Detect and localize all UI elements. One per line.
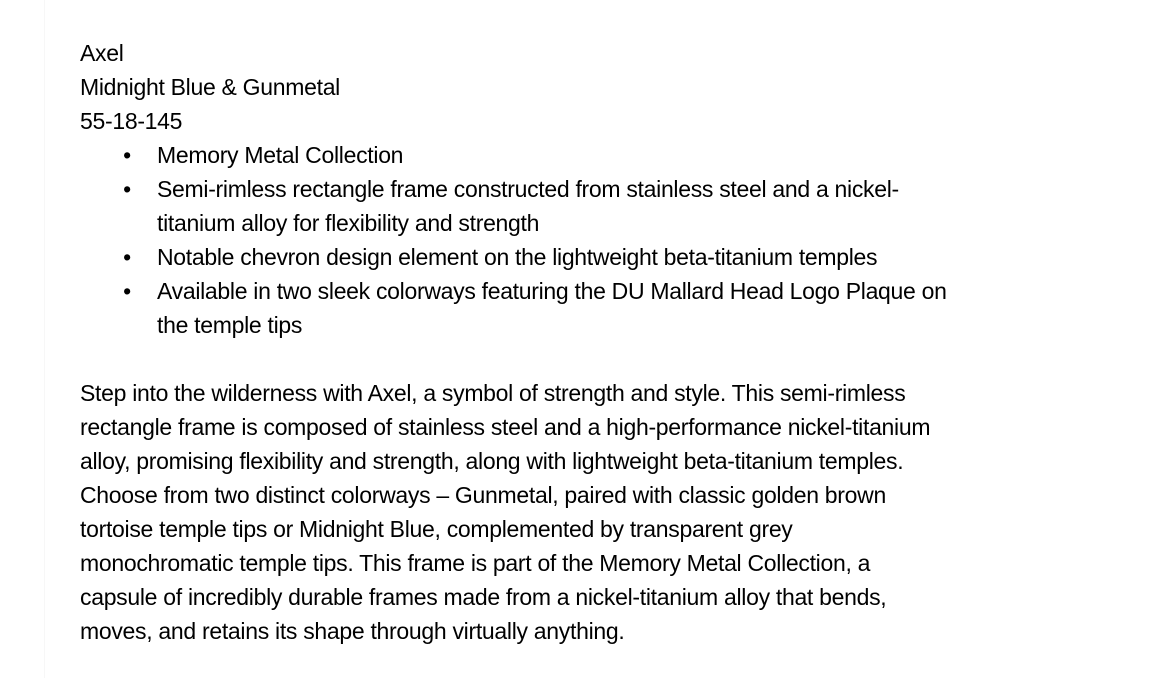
bullet-icon: • (123, 142, 131, 168)
feature-text: Semi-rimless rectangle frame constructed from stainless steel and a nickel- (157, 176, 899, 202)
feature-text: Memory Metal Collection (157, 142, 404, 168)
feature-text-continued: titanium alloy for flexibility and strength (157, 210, 540, 236)
description-line: moves, and retains its shape through virtually anything. (80, 618, 625, 644)
list-item (80, 240, 1097, 274)
feature-text: Notable chevron design element on the lightweight beta-titanium temples (157, 244, 878, 270)
description-line: rectangle frame is composed of stainless steel and a high-performance nickel-titanium (80, 414, 931, 440)
paragraph-spacer (80, 342, 1140, 376)
bullet-icon: • (123, 278, 131, 304)
feature-text: Available in two sleek colorways featuring the DU Mallard Head Logo Plaque on (157, 278, 947, 304)
page-margin (0, 0, 45, 678)
description-line: Step into the wilderness with Axel, a symbol of strength and style. This semi-rimless (80, 380, 906, 406)
bullet-icon: • (123, 176, 131, 202)
description-paragraph (80, 376, 1070, 648)
description-line: monochromatic temple tips. This frame is part of the Memory Metal Collection, a (80, 550, 871, 576)
list-item (80, 138, 1097, 172)
product-size: 55-18-145 (80, 108, 183, 134)
list-item (80, 274, 1097, 342)
document-body (80, 36, 1140, 648)
bullet-icon: • (123, 244, 131, 270)
product-colorway: Midnight Blue & Gunmetal (80, 74, 340, 100)
description-line: alloy, promising flexibility and strength, along with lightweight beta-titanium temples. (80, 448, 904, 474)
feature-text-continued: the temple tips (157, 312, 303, 338)
description-line: capsule of incredibly durable frames made from a nickel-titanium alloy that bends, (80, 584, 887, 610)
feature-list (80, 138, 1140, 342)
description-line: Choose from two distinct colorways – Gunmetal, paired with classic golden brown (80, 482, 886, 508)
description-line: tortoise temple tips or Midnight Blue, complemented by transparent grey (80, 516, 793, 542)
list-item (80, 172, 1097, 240)
product-name: Axel (80, 40, 124, 66)
